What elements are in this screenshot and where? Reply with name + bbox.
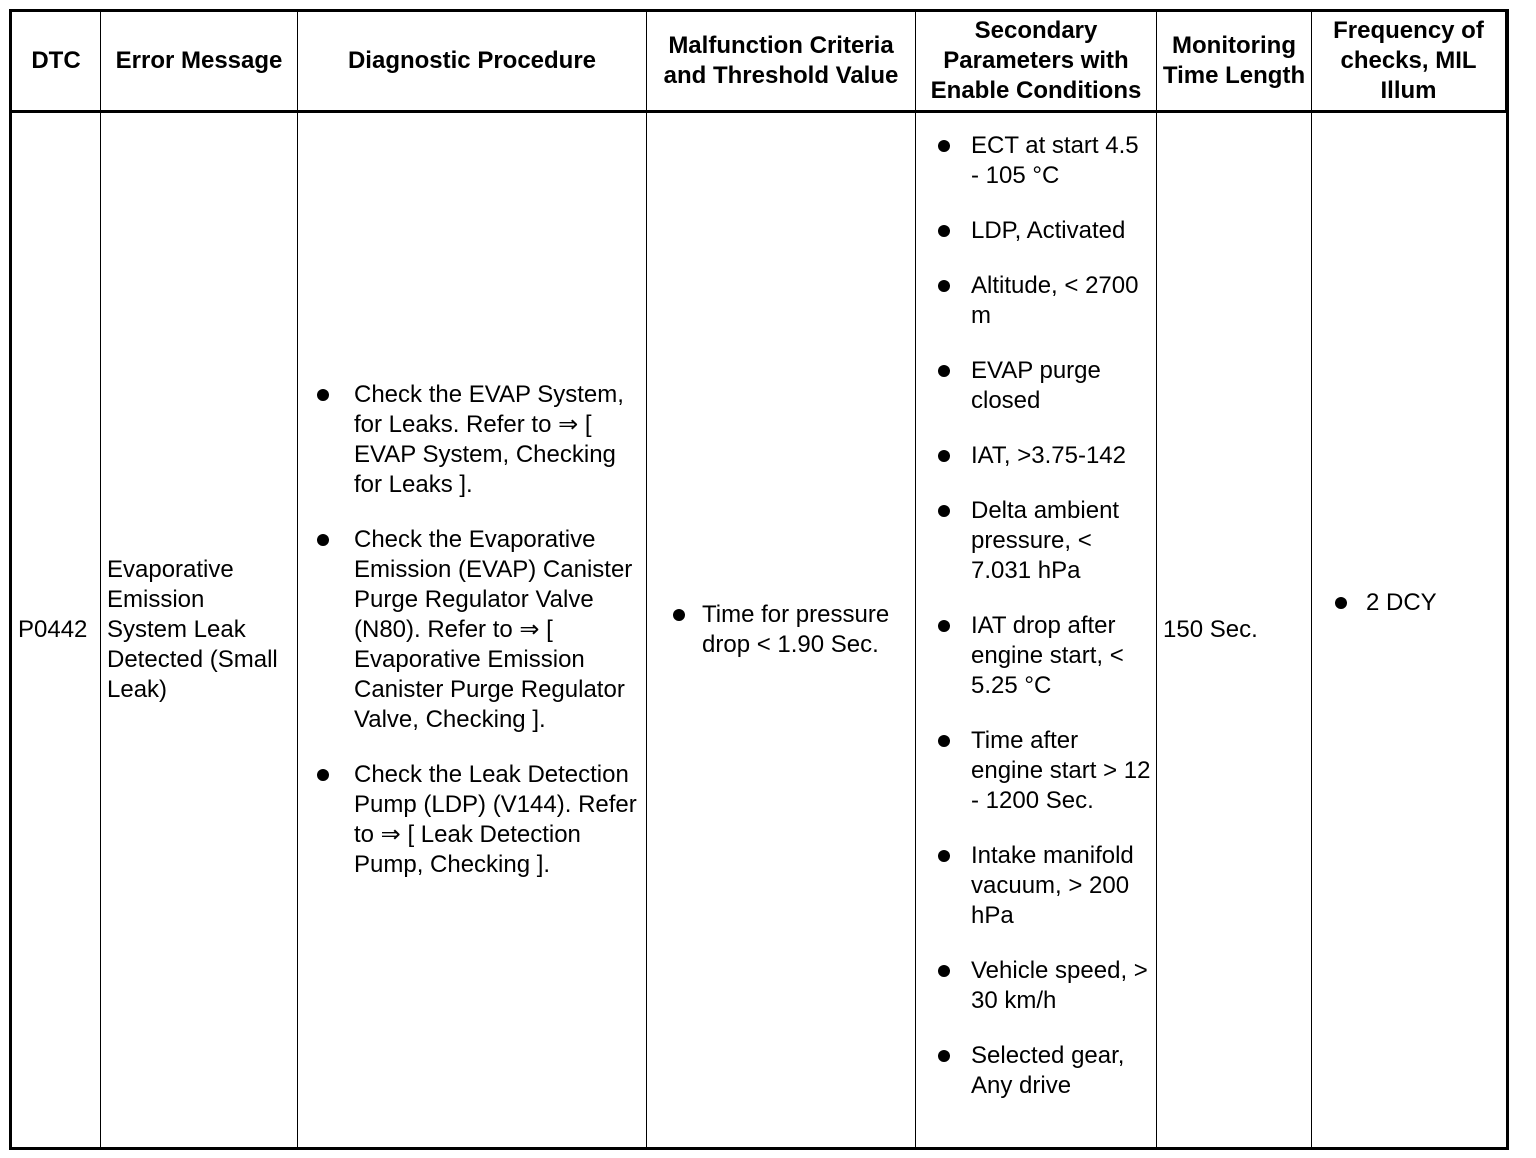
header-error-message: Error Message [101, 12, 298, 113]
parameter-item: Altitude, < 2700 m [916, 271, 1152, 331]
header-secondary-parameters: Secondary Parameters with Enable Conditions [916, 12, 1157, 113]
header-malfunction-criteria: Malfunction Criteria and Threshold Value [647, 12, 916, 113]
parameter-item: Vehicle speed, > 30 km/h [916, 956, 1152, 1016]
cell-malfunction-criteria [647, 113, 916, 1147]
header-monitoring-time: Monitoring Time Length [1157, 12, 1312, 113]
diagnostic-procedure-list [298, 380, 640, 880]
parameter-item: IAT, >3.75-142 [916, 441, 1152, 471]
parameter-item: ECT at start 4.5 - 105 °C [916, 131, 1152, 191]
parameter-item: LDP, Activated [916, 216, 1152, 246]
parameter-item: Selected gear, Any drive [916, 1041, 1152, 1101]
cell-error-message: Evaporative Emission System Leak Detected (Small Leak) [101, 113, 298, 1147]
frequency-list [1312, 588, 1437, 618]
parameter-item: EVAP purge closed [916, 356, 1152, 416]
header-dtc: DTC [12, 12, 101, 113]
secondary-parameters-list [916, 131, 1152, 1101]
header-diagnostic-procedure: Diagnostic Procedure [298, 12, 647, 113]
parameter-item: IAT drop after engine start, < 5.25 °C [916, 611, 1152, 701]
cell-dtc: P0442 [12, 113, 101, 1147]
frequency-item: 2 DCY [1312, 588, 1437, 618]
parameter-item: Time after engine start > 12 - 1200 Sec. [916, 726, 1152, 816]
parameter-item: Delta ambient pressure, < 7.031 hPa [916, 496, 1152, 586]
procedure-item: Check the Evaporative Emission (EVAP) Canister Purge Regulator Valve (N80). Refer to ⇒ [ Evaporative Emission Canister Purge Regulator Valve, Checking ]. [298, 525, 640, 735]
header-frequency: Frequency of checks, MIL Illum [1312, 12, 1506, 113]
criteria-item: Time for pressure drop < 1.90 Sec. [653, 600, 909, 660]
cell-secondary-parameters [916, 113, 1157, 1147]
dtc-table [9, 9, 1509, 1150]
procedure-item: Check the Leak Detection Pump (LDP) (V144). Refer to ⇒ [ Leak Detection Pump, Checking ]. [298, 760, 640, 880]
procedure-item: Check the EVAP System, for Leaks. Refer to ⇒ [ EVAP System, Checking for Leaks ]. [298, 380, 640, 500]
malfunction-criteria-list [653, 600, 909, 660]
parameter-item: Intake manifold vacuum, > 200 hPa [916, 841, 1152, 931]
cell-diagnostic-procedure [298, 113, 647, 1147]
cell-frequency [1312, 113, 1506, 1147]
cell-monitoring-time: 150 Sec. [1157, 113, 1312, 1147]
